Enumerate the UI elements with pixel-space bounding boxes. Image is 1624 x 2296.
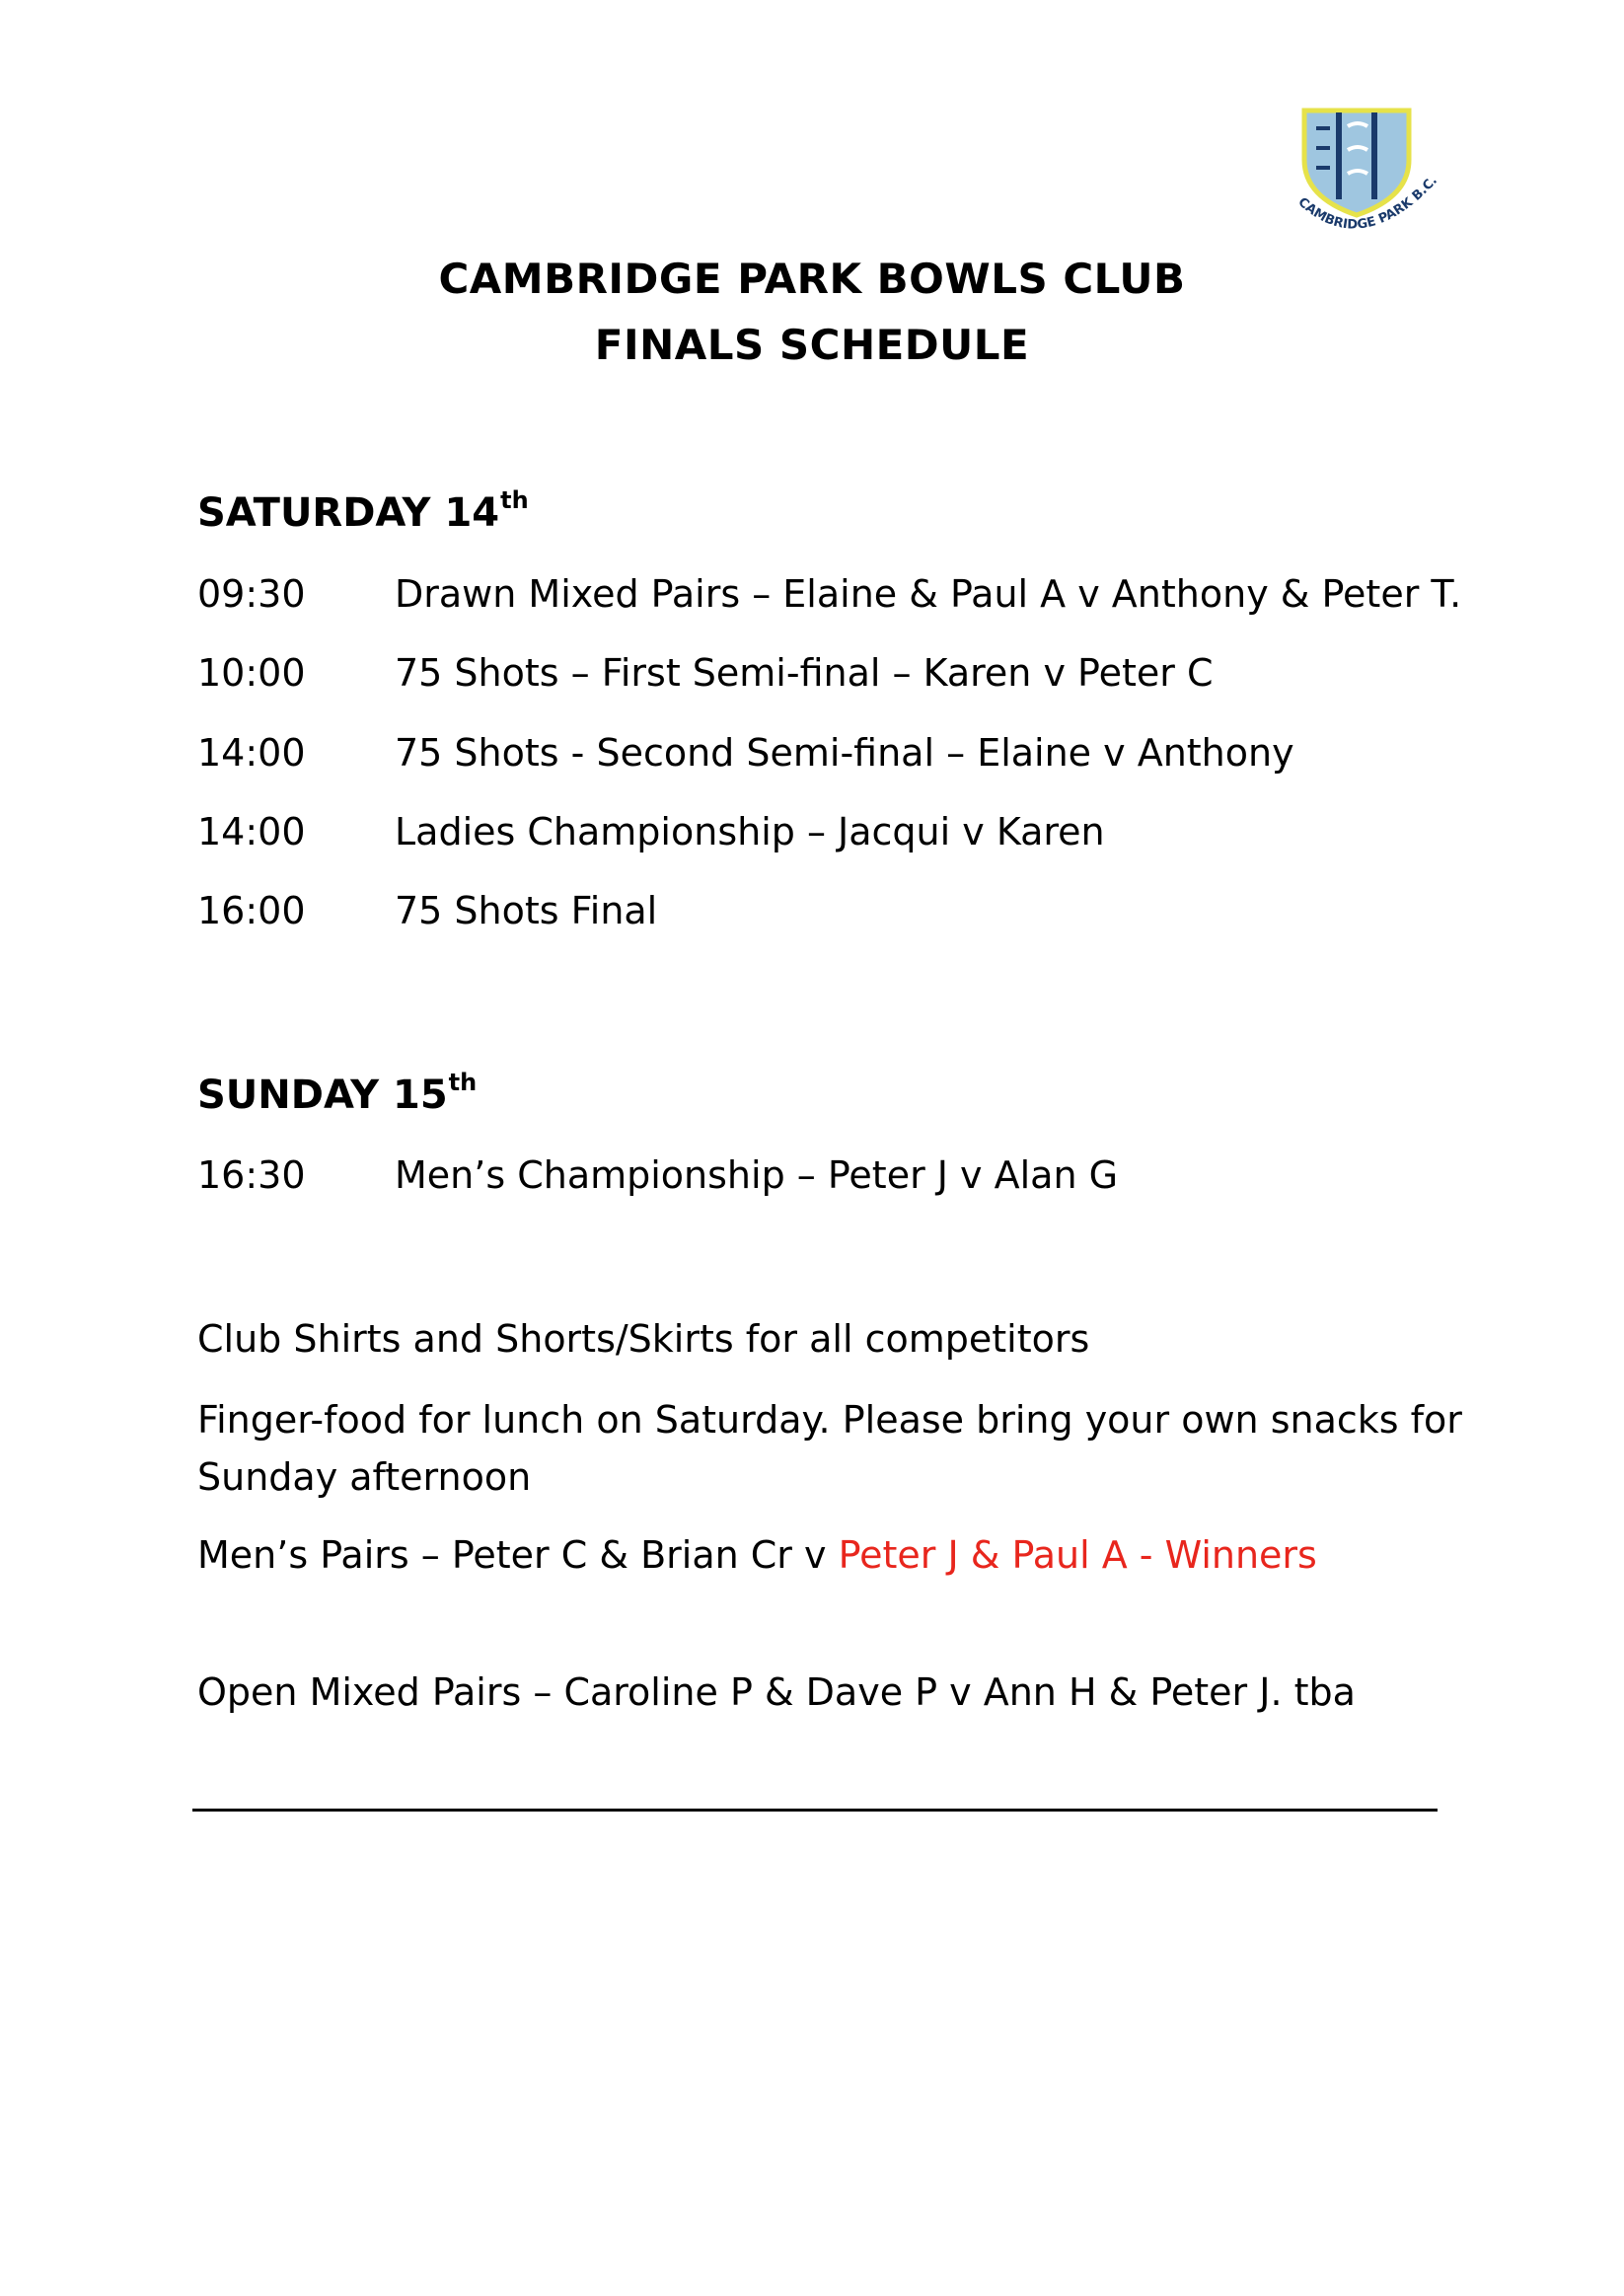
- event-time: 16:00: [197, 889, 306, 932]
- food-note-line: Finger-food for lunch on Saturday. Please bring your own snacks for: [197, 1398, 1462, 1442]
- mens-pairs-result: [197, 1526, 1450, 1584]
- dress-code-note: Club Shirts and Shorts/Skirts for all competitors: [197, 1317, 1090, 1361]
- logo-text: CAMBRIDGE PARK B.C.: [1294, 173, 1440, 233]
- food-note-line: Sunday afternoon: [197, 1455, 532, 1499]
- schedule-row: [197, 572, 1461, 616]
- event-description: 75 Shots Final: [395, 889, 658, 932]
- saturday-heading: [197, 486, 529, 536]
- mens-pairs-match: Men’s Pairs – Peter C & Brian Cr v: [197, 1533, 839, 1577]
- event-time: 09:30: [197, 572, 306, 616]
- club-crest-icon: [1273, 99, 1450, 257]
- sunday-heading: [197, 1069, 477, 1118]
- sunday-heading-suffix: th: [448, 1069, 478, 1096]
- event-description: Ladies Championship – Jacqui v Karen: [395, 810, 1105, 853]
- schedule-row: [197, 889, 657, 932]
- sunday-heading-text: SUNDAY 15: [197, 1073, 448, 1118]
- schedule-row: [197, 651, 1214, 695]
- club-logo: [1273, 99, 1450, 257]
- saturday-heading-text: SATURDAY 14: [197, 490, 500, 536]
- schedule-row: [197, 731, 1294, 775]
- event-time: 14:00: [197, 731, 306, 775]
- food-note: [197, 1391, 1462, 1506]
- page-subtitle: FINALS SCHEDULE: [594, 321, 1030, 369]
- open-mixed-pairs-note: Open Mixed Pairs – Caroline P & Dave P v Ann H & Peter J. tba: [197, 1670, 1356, 1714]
- page-title: CAMBRIDGE PARK BOWLS CLUB: [438, 255, 1186, 303]
- mens-pairs-winner: Peter J & Paul A - Winners: [838, 1533, 1317, 1577]
- saturday-heading-suffix: th: [500, 486, 529, 514]
- event-time: 10:00: [197, 651, 306, 695]
- divider: [192, 1809, 1438, 1812]
- event-description: Drawn Mixed Pairs – Elaine & Paul A v Anthony & Peter T.: [395, 572, 1462, 616]
- event-time: 14:00: [197, 810, 306, 853]
- schedule-row: [197, 1153, 1118, 1197]
- schedule-row: [197, 810, 1105, 853]
- event-description: Men’s Championship – Peter J v Alan G: [395, 1153, 1119, 1197]
- event-time: 16:30: [197, 1153, 306, 1197]
- event-description: 75 Shots – First Semi-final – Karen v Peter C: [395, 651, 1214, 695]
- event-description: 75 Shots - Second Semi-final – Elaine v Anthony: [395, 731, 1294, 775]
